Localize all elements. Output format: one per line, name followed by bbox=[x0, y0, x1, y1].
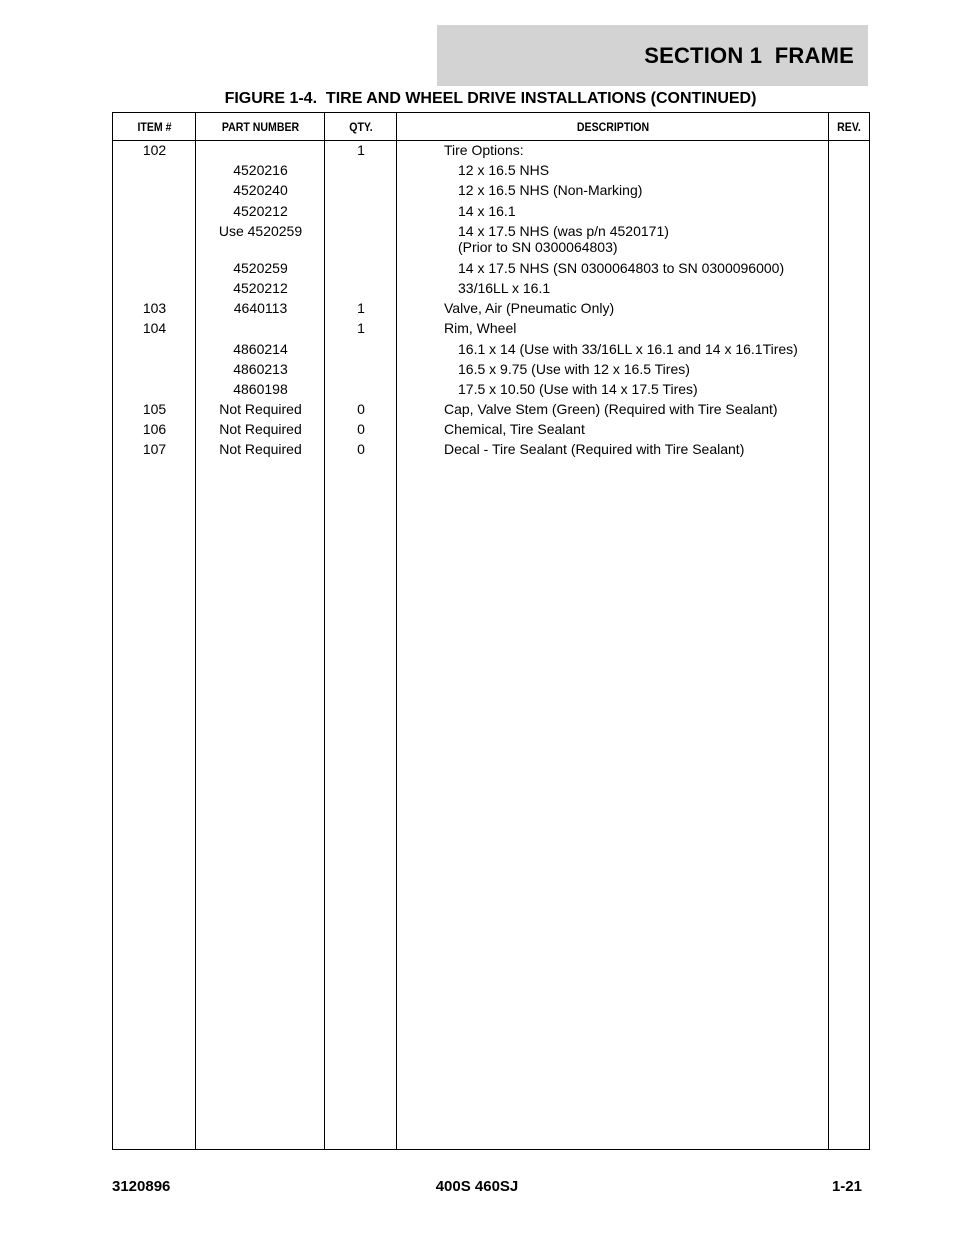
description-text: 33/16LL x 16.1 bbox=[458, 279, 551, 296]
description-text: Tire Options: bbox=[444, 142, 524, 158]
part-number: Not Required bbox=[219, 421, 302, 438]
description bbox=[458, 361, 843, 377]
part-number: 4860198 bbox=[233, 380, 288, 397]
description bbox=[458, 182, 843, 198]
figure-title: FIGURE 1-4. TIRE AND WHEEL DRIVE INSTALLATIONS (CONTINUED) bbox=[224, 90, 757, 107]
part-number: 4520216 bbox=[233, 162, 288, 179]
part-number: Not Required bbox=[219, 401, 302, 418]
description bbox=[458, 223, 843, 255]
description bbox=[444, 401, 829, 417]
table-row bbox=[113, 400, 869, 420]
table-row bbox=[113, 380, 869, 400]
description bbox=[458, 280, 843, 296]
table-row bbox=[113, 141, 869, 161]
description-text: 12 x 16.5 NHS (Non-Marking) bbox=[458, 182, 643, 199]
table-row bbox=[113, 440, 869, 460]
header-part-number: PART NUMBER bbox=[221, 119, 300, 134]
table-row bbox=[113, 420, 869, 440]
item-number: 107 bbox=[142, 441, 167, 458]
part-number: 4860213 bbox=[233, 360, 288, 377]
quantity: 1 bbox=[357, 320, 365, 337]
table-row bbox=[113, 360, 869, 380]
header-item: ITEM # bbox=[137, 119, 172, 134]
description bbox=[458, 162, 843, 178]
item-number: 103 bbox=[142, 300, 167, 317]
table-row bbox=[113, 299, 869, 319]
description bbox=[444, 320, 829, 336]
table-header bbox=[113, 113, 869, 141]
header-description: DESCRIPTION bbox=[576, 119, 650, 134]
part-number: Not Required bbox=[219, 441, 302, 458]
table-row bbox=[113, 340, 869, 360]
description bbox=[444, 142, 829, 158]
description-text: 16.5 x 9.75 (Use with 12 x 16.5 Tires) bbox=[458, 360, 690, 377]
section-header bbox=[437, 25, 868, 86]
description bbox=[444, 421, 829, 437]
item-number: 102 bbox=[142, 142, 167, 158]
table-row bbox=[113, 181, 869, 201]
table-row bbox=[113, 202, 869, 222]
footer-page-number: 1-21 bbox=[831, 1178, 862, 1195]
part-number: 4520259 bbox=[233, 259, 288, 276]
description-text: 14 x 17.5 NHS (SN 0300064803 to SN 0300096000) bbox=[458, 259, 785, 276]
description-text: Rim, Wheel bbox=[444, 320, 517, 337]
description-text: 12 x 16.5 NHS bbox=[458, 162, 550, 179]
table-row bbox=[113, 279, 869, 299]
item-number: 106 bbox=[142, 421, 167, 438]
table-row bbox=[113, 259, 869, 279]
header-qty: QTY. bbox=[349, 119, 373, 134]
quantity: 1 bbox=[357, 300, 365, 317]
description-text: 17.5 x 10.50 (Use with 14 x 17.5 Tires) bbox=[458, 380, 698, 397]
description bbox=[458, 260, 843, 276]
description bbox=[444, 441, 829, 457]
quantity: 0 bbox=[357, 401, 365, 418]
description-text: Decal - Tire Sealant (Required with Tire Sealant) bbox=[444, 441, 745, 458]
part-number: Use 4520259 bbox=[218, 222, 303, 239]
table-row bbox=[113, 161, 869, 181]
quantity: 0 bbox=[357, 421, 365, 438]
description-text: 16.1 x 14 (Use with 33/16LL x 16.1 and 14 x 16.1Tires) bbox=[458, 340, 798, 357]
footer-model: 400S 460SJ bbox=[435, 1178, 519, 1195]
item-number: 104 bbox=[142, 320, 167, 337]
description bbox=[458, 381, 843, 397]
description-text: Chemical, Tire Sealant bbox=[444, 421, 585, 438]
header-rev: REV. bbox=[837, 119, 861, 134]
description-text: 14 x 17.5 NHS (was p/n 4520171) bbox=[458, 222, 669, 239]
description bbox=[458, 203, 843, 219]
parts-table bbox=[112, 112, 870, 1150]
quantity: 1 bbox=[357, 142, 365, 158]
table-body bbox=[113, 141, 869, 461]
description-text: 14 x 16.1 bbox=[458, 202, 516, 219]
section-title: SECTION 1 FRAME bbox=[644, 42, 854, 68]
footer-doc-number: 3120896 bbox=[112, 1178, 171, 1195]
description-note: (Prior to SN 0300064803) bbox=[458, 238, 618, 255]
description-text: Cap, Valve Stem (Green) (Required with Tire Sealant) bbox=[444, 401, 778, 418]
quantity: 0 bbox=[357, 441, 365, 458]
part-number: 4860214 bbox=[233, 340, 288, 357]
description-text: Valve, Air (Pneumatic Only) bbox=[444, 300, 615, 317]
part-number: 4640113 bbox=[233, 300, 288, 317]
description bbox=[444, 300, 829, 316]
table-row bbox=[113, 319, 869, 339]
description bbox=[458, 341, 843, 357]
part-number: 4520240 bbox=[233, 182, 288, 199]
part-number: 4520212 bbox=[233, 202, 288, 219]
part-number: 4520212 bbox=[233, 279, 288, 296]
item-number: 105 bbox=[142, 401, 167, 418]
table-row bbox=[113, 222, 869, 259]
